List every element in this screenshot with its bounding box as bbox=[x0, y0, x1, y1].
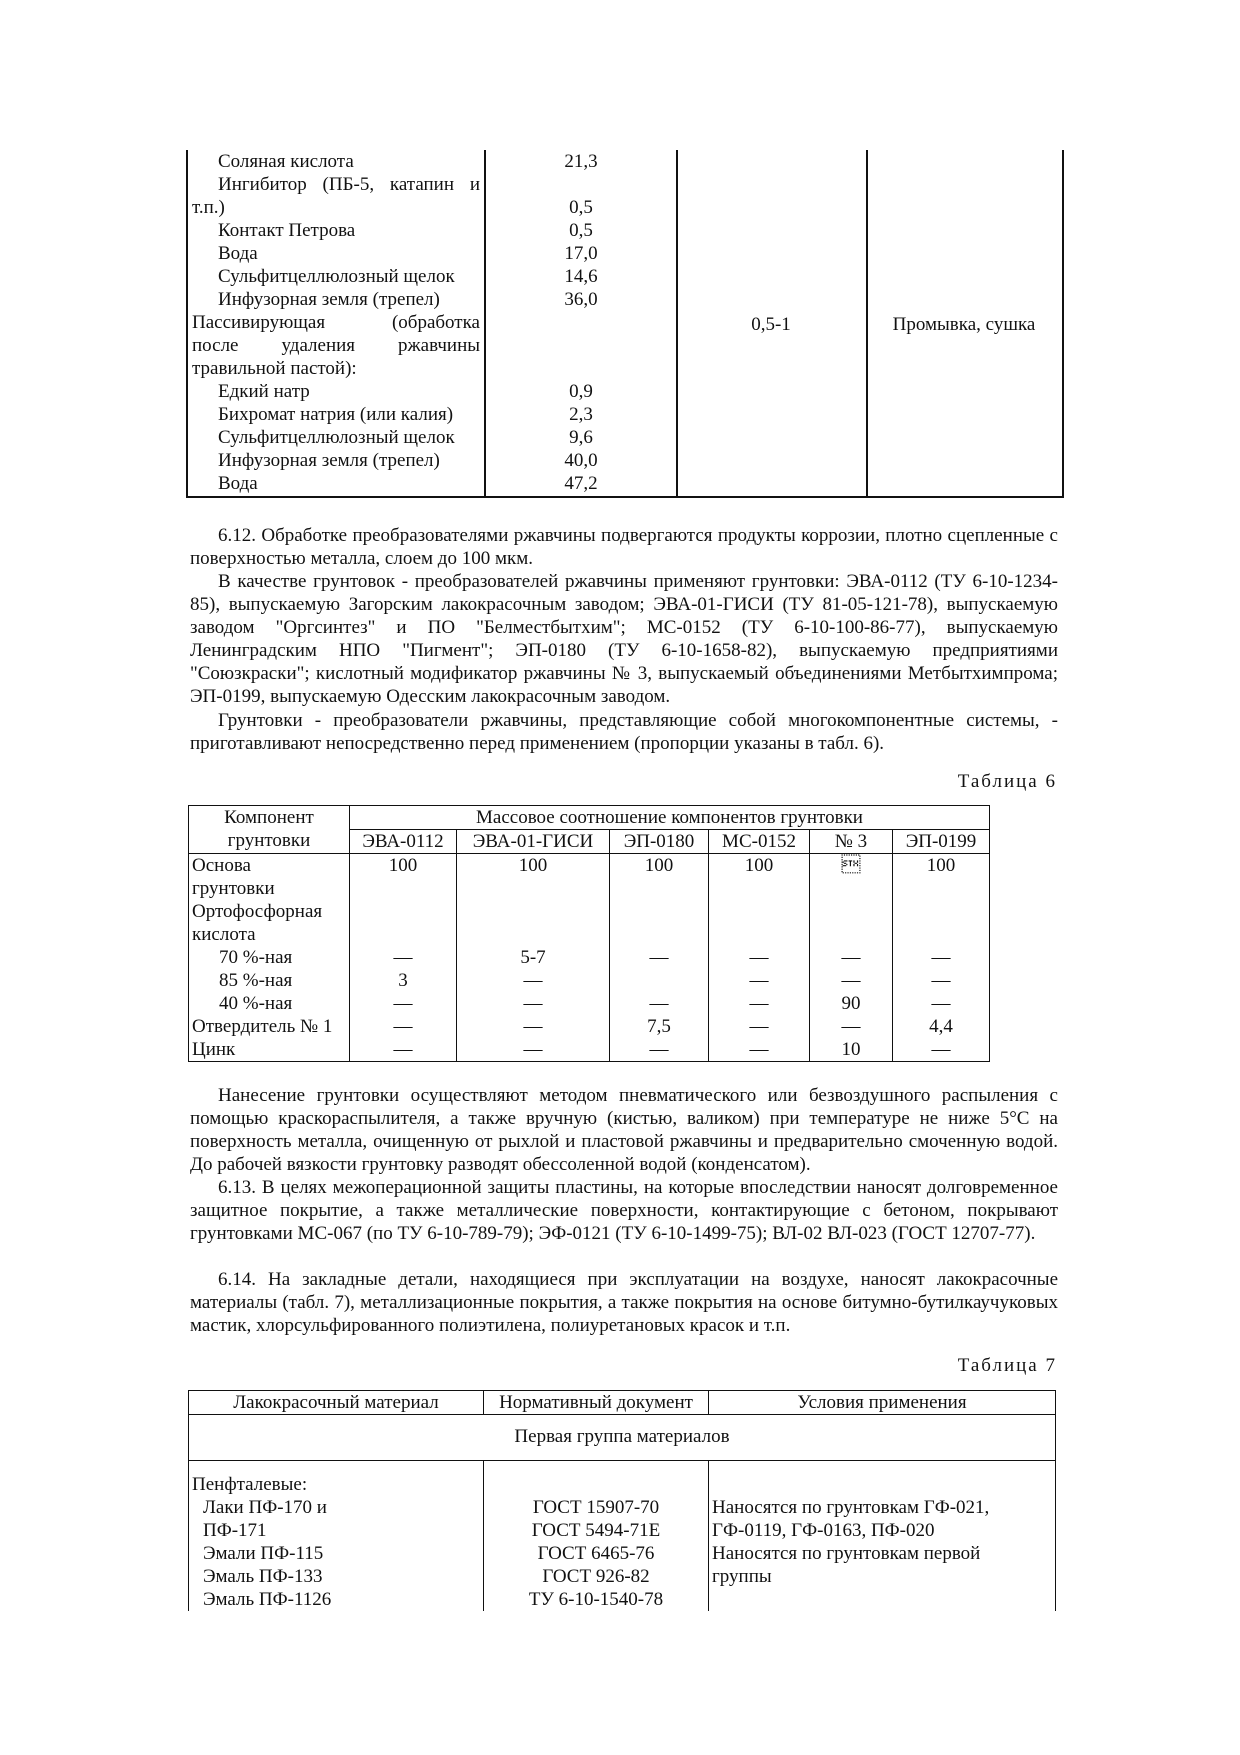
t7-row bbox=[189, 1588, 1056, 1611]
t7-document: ТУ 6-10-1540-78 bbox=[484, 1588, 709, 1611]
t7-row bbox=[189, 1519, 1056, 1542]
t5-row-name: Пассивирующая (обработка bbox=[192, 312, 480, 333]
t6-cell: — bbox=[893, 992, 990, 1015]
t6-row-name: Ортофосфорная bbox=[189, 900, 350, 923]
t5-row-value: 14,6 bbox=[564, 266, 598, 287]
t6-column-header: ЭП-0180 bbox=[610, 830, 709, 854]
t7-material: ПФ-171 bbox=[189, 1519, 484, 1542]
t6-cell bbox=[709, 900, 810, 923]
t6-cell: 5-7 bbox=[457, 946, 610, 969]
t5-row-name: Вода bbox=[218, 473, 258, 494]
t6-cell: — bbox=[350, 946, 457, 969]
t6-row bbox=[189, 877, 990, 900]
t6-cell: — bbox=[457, 1038, 610, 1062]
t6-cell bbox=[457, 923, 610, 946]
t6-cell: 100 bbox=[457, 854, 610, 878]
t6-column-header: ЭВА-01-ГИСИ bbox=[457, 830, 610, 854]
t7-conditions: группы bbox=[709, 1565, 1056, 1588]
t6-row-name: Цинк bbox=[189, 1038, 350, 1062]
t7-row bbox=[189, 1542, 1056, 1565]
t6-cell: — bbox=[610, 1038, 709, 1062]
paragraph-6-12: 6.12. Обработке преобразователями ржавчины подвергаются продукты коррозии, плотно сцепленные с поверхностью металла, слоем до 100 мкм. bbox=[190, 525, 1058, 569]
t5-row-name: Соляная кислота bbox=[218, 151, 354, 172]
t5-row-name: Контакт Петрова bbox=[218, 220, 356, 241]
paragraph-6-14: 6.14. На закладные детали, находящиеся при эксплуатации на воздухе, наносят лакокрасочные материалы (табл. 7), металлизационные покрытия, а также покрытия на основе битумно-бутилкаучуковых мастик, хлорсульфированного полиэтилена, полиуретановых красок и т.п. bbox=[190, 1269, 1058, 1336]
t7-header-document: Нормативный документ bbox=[484, 1391, 709, 1415]
t6-cell: 4,4 bbox=[893, 1015, 990, 1038]
t6-cell: 7,5 bbox=[610, 1015, 709, 1038]
t7-conditions: ГФ-0119, ГФ-0163, ПФ-020 bbox=[709, 1519, 1056, 1542]
t5-row-value: 2,3 bbox=[569, 404, 593, 425]
t6-cell: — bbox=[709, 946, 810, 969]
t6-cell bbox=[610, 969, 709, 992]
t6-header-component-line1: Компонент bbox=[224, 807, 314, 828]
t6-cell bbox=[893, 877, 990, 900]
t6-row-name: грунтовки bbox=[189, 877, 350, 900]
t7-conditions bbox=[709, 1461, 1056, 1497]
t6-cell: 100 bbox=[893, 854, 990, 878]
t7-row bbox=[189, 1565, 1056, 1588]
t6-cell bbox=[810, 900, 893, 923]
t5-row-name: т.п.) bbox=[192, 197, 225, 218]
t6-header-component bbox=[189, 806, 350, 854]
t6-cell:  bbox=[810, 854, 893, 878]
t7-header-material: Лакокрасочный материал bbox=[189, 1391, 484, 1415]
t5-border-left bbox=[186, 150, 188, 498]
t5-row-value: 17,0 bbox=[564, 243, 598, 264]
t6-cell: — bbox=[810, 1015, 893, 1038]
t5-row-name: Инфузорная земля (трепел) bbox=[218, 289, 440, 310]
t6-cell bbox=[350, 923, 457, 946]
t6-cell: — bbox=[457, 1015, 610, 1038]
t6-cell: — bbox=[893, 946, 990, 969]
t5-row-value: 9,6 bbox=[569, 427, 593, 448]
t6-cell bbox=[810, 877, 893, 900]
t6-cell bbox=[457, 877, 610, 900]
t6-row bbox=[189, 946, 990, 969]
t6-cell: — bbox=[893, 1038, 990, 1062]
t6-header-group: Массовое соотношение компонентов грунтовки bbox=[350, 806, 990, 830]
t5-row-value: 36,0 bbox=[564, 289, 598, 310]
t6-cell bbox=[709, 877, 810, 900]
t6-cell: — bbox=[709, 969, 810, 992]
t6-cell bbox=[610, 923, 709, 946]
t6-row bbox=[189, 900, 990, 923]
t6-cell bbox=[810, 923, 893, 946]
t6-cell: — bbox=[810, 969, 893, 992]
t6-cell bbox=[709, 923, 810, 946]
t5-row-name: Едкий натр bbox=[218, 381, 310, 402]
t6-cell: — bbox=[709, 1015, 810, 1038]
paragraph-6-12-mixing: Грунтовки - преобразователи ржавчины, представляющие собой многокомпонентные системы, - приготавливают непосредственно перед применением (пропорции указаны в табл. 6). bbox=[190, 710, 1058, 754]
table7-caption: Таблица 7 bbox=[957, 1355, 1057, 1376]
t6-cell: 100 bbox=[350, 854, 457, 878]
t5-row-name: травильной пастой): bbox=[192, 358, 357, 379]
t6-row-name: Отвердитель № 1 bbox=[189, 1015, 350, 1038]
t7-material: Эмали ПФ-115 bbox=[189, 1542, 484, 1565]
t6-row-name: Основа bbox=[189, 854, 350, 878]
t6-cell: — bbox=[709, 992, 810, 1015]
t7-group-row bbox=[189, 1415, 1056, 1461]
t6-cell: — bbox=[350, 1038, 457, 1062]
t5-treatment: Промывка, сушка bbox=[892, 314, 1036, 335]
t6-column-header: МС-0152 bbox=[709, 830, 810, 854]
t7-row bbox=[189, 1461, 1056, 1497]
t7-document: ГОСТ 5494-71Е bbox=[484, 1519, 709, 1542]
t6-row-name: 70 %-ная bbox=[189, 946, 350, 969]
t6-cell bbox=[610, 900, 709, 923]
t5-row-value: 0,9 bbox=[569, 381, 593, 402]
t5-row-value: 21,3 bbox=[564, 151, 598, 172]
t7-row bbox=[189, 1496, 1056, 1519]
t6-cell bbox=[893, 900, 990, 923]
t5-border-bottom bbox=[186, 496, 1064, 498]
t6-cell: — bbox=[350, 1015, 457, 1038]
t6-cell bbox=[350, 877, 457, 900]
table6-caption: Таблица 6 bbox=[957, 771, 1057, 792]
t6-cell bbox=[893, 923, 990, 946]
t6-column-header: № 3 bbox=[810, 830, 893, 854]
t5-row-name: Сульфитцеллюлозный щелок bbox=[218, 427, 455, 448]
t6-row-name: 40 %-ная bbox=[189, 992, 350, 1015]
table6 bbox=[188, 805, 990, 1062]
t7-header-conditions: Условия применения bbox=[709, 1391, 1056, 1415]
t6-cell bbox=[350, 900, 457, 923]
t5-row-value: 0,5 bbox=[569, 197, 593, 218]
t6-cell: — bbox=[893, 969, 990, 992]
t7-document: ГОСТ 6465-76 bbox=[484, 1542, 709, 1565]
t7-conditions bbox=[709, 1588, 1056, 1611]
paragraph-application: Нанесение грунтовки осуществляют методом пневматического или безвоздушного распыления с помощью краскораспылителя, а также вручную (кистью, валиком) при температуре не ниже 5°С на поверхность металла, очищенную от рыхлой и пластовой ржавчины и предварительно смоченную водой. До рабочей вязкости грунтовку разводят обессоленной водой (конденсатом). bbox=[190, 1085, 1058, 1175]
t7-body bbox=[189, 1415, 1056, 1612]
t5-row-name: Бихромат натрия (или калия) bbox=[218, 404, 454, 425]
t6-row bbox=[189, 923, 990, 946]
t6-column-header: ЭВА-0112 bbox=[350, 830, 457, 854]
t7-conditions: Наносятся по грунтовкам первой bbox=[709, 1542, 1056, 1565]
paragraph-6-13: 6.13. В целях межоперационной защиты пластины, на которые впоследствии наносят долговременное защитное покрытие, а также металлические поверхности, контактирующие с бетоном, покрывают грунтовками МС-067 (по ТУ 6-10-789-79); ЭФ-0121 (ТУ 6-10-1499-75); ВЛ-02 ВЛ-023 (ГОСТ 12707-77). bbox=[190, 1177, 1058, 1244]
t6-cell bbox=[457, 900, 610, 923]
t6-cell: — bbox=[457, 992, 610, 1015]
t6-cell bbox=[610, 877, 709, 900]
t6-cell: 100 bbox=[610, 854, 709, 878]
t7-material: Пенфталевые: bbox=[189, 1461, 484, 1497]
t5-row-name: после удаления ржавчины bbox=[192, 335, 480, 356]
paragraph-6-12-primers: В качестве грунтовок - преобразователей ржавчины применяют грунтовки: ЭВА-0112 (ТУ 6-10-1234-85), выпускаемую Загорским лакокрасочным заводом; ЭВА-01-ГИСИ (ТУ 81-05-121-78), выпускаемую заводом "Оргсинтез" и ПО "Белместбытхим"; МС-0152 (ТУ 6-10-100-86-77), выпускаемую Ленинградским НПО "Пигмент"; ЭП-0180 (ТУ 6-10-1658-82), выпускаемую предприятиями "Союзкраски"; кислотный модификатор ржавчины № 3, выпускаемый объединениями Метбытхимпрома; ЭП-0199, выпускаемую Одесским лакокрасочным заводом. bbox=[190, 571, 1058, 707]
t5-row-value: 0,5 bbox=[569, 220, 593, 241]
t6-cell: — bbox=[610, 992, 709, 1015]
t5-row-value: 47,2 bbox=[564, 473, 598, 494]
t6-cell: — bbox=[709, 1038, 810, 1062]
t5-row-name: Вода bbox=[218, 243, 258, 264]
t7-material: Лаки ПФ-170 и bbox=[189, 1496, 484, 1519]
t7-group-title: Первая группа материалов bbox=[189, 1415, 1056, 1461]
t7-material: Эмаль ПФ-1126 bbox=[189, 1588, 484, 1611]
t6-cell: — bbox=[810, 946, 893, 969]
t6-body bbox=[189, 854, 990, 1062]
table7 bbox=[188, 1390, 1056, 1611]
t6-row bbox=[189, 969, 990, 992]
t5-border-right bbox=[1062, 150, 1064, 498]
t6-row bbox=[189, 1015, 990, 1038]
t7-document bbox=[484, 1461, 709, 1497]
t7-document: ГОСТ 15907-70 bbox=[484, 1496, 709, 1519]
t7-conditions: Наносятся по грунтовкам ГФ-021, bbox=[709, 1496, 1056, 1519]
t6-cell: 90 bbox=[810, 992, 893, 1015]
t6-row bbox=[189, 854, 990, 878]
t5-row-name: Сульфитцеллюлозный щелок bbox=[218, 266, 455, 287]
t6-cell: 10 bbox=[810, 1038, 893, 1062]
t5-row-value: 40,0 bbox=[564, 450, 598, 471]
t6-row bbox=[189, 1038, 990, 1062]
t7-document: ГОСТ 926-82 bbox=[484, 1565, 709, 1588]
t5-row-name: Инфузорная земля (трепел) bbox=[218, 450, 440, 471]
t6-row-name: кислота bbox=[189, 923, 350, 946]
t5-time: 0,5-1 bbox=[751, 314, 791, 335]
t6-cell: — bbox=[610, 946, 709, 969]
t7-material: Эмаль ПФ-133 bbox=[189, 1565, 484, 1588]
t5-row-name: Ингибитор (ПБ-5, катапин и bbox=[218, 174, 480, 195]
t6-cell: 100 bbox=[709, 854, 810, 878]
t6-row-name: 85 %-ная bbox=[189, 969, 350, 992]
t6-cell: — bbox=[457, 969, 610, 992]
t6-cell: — bbox=[350, 992, 457, 1015]
t6-cell: 3 bbox=[350, 969, 457, 992]
t6-row bbox=[189, 992, 990, 1015]
t6-header-component-line2: грунтовки bbox=[227, 830, 311, 851]
t6-column-header: ЭП-0199 bbox=[893, 830, 990, 854]
